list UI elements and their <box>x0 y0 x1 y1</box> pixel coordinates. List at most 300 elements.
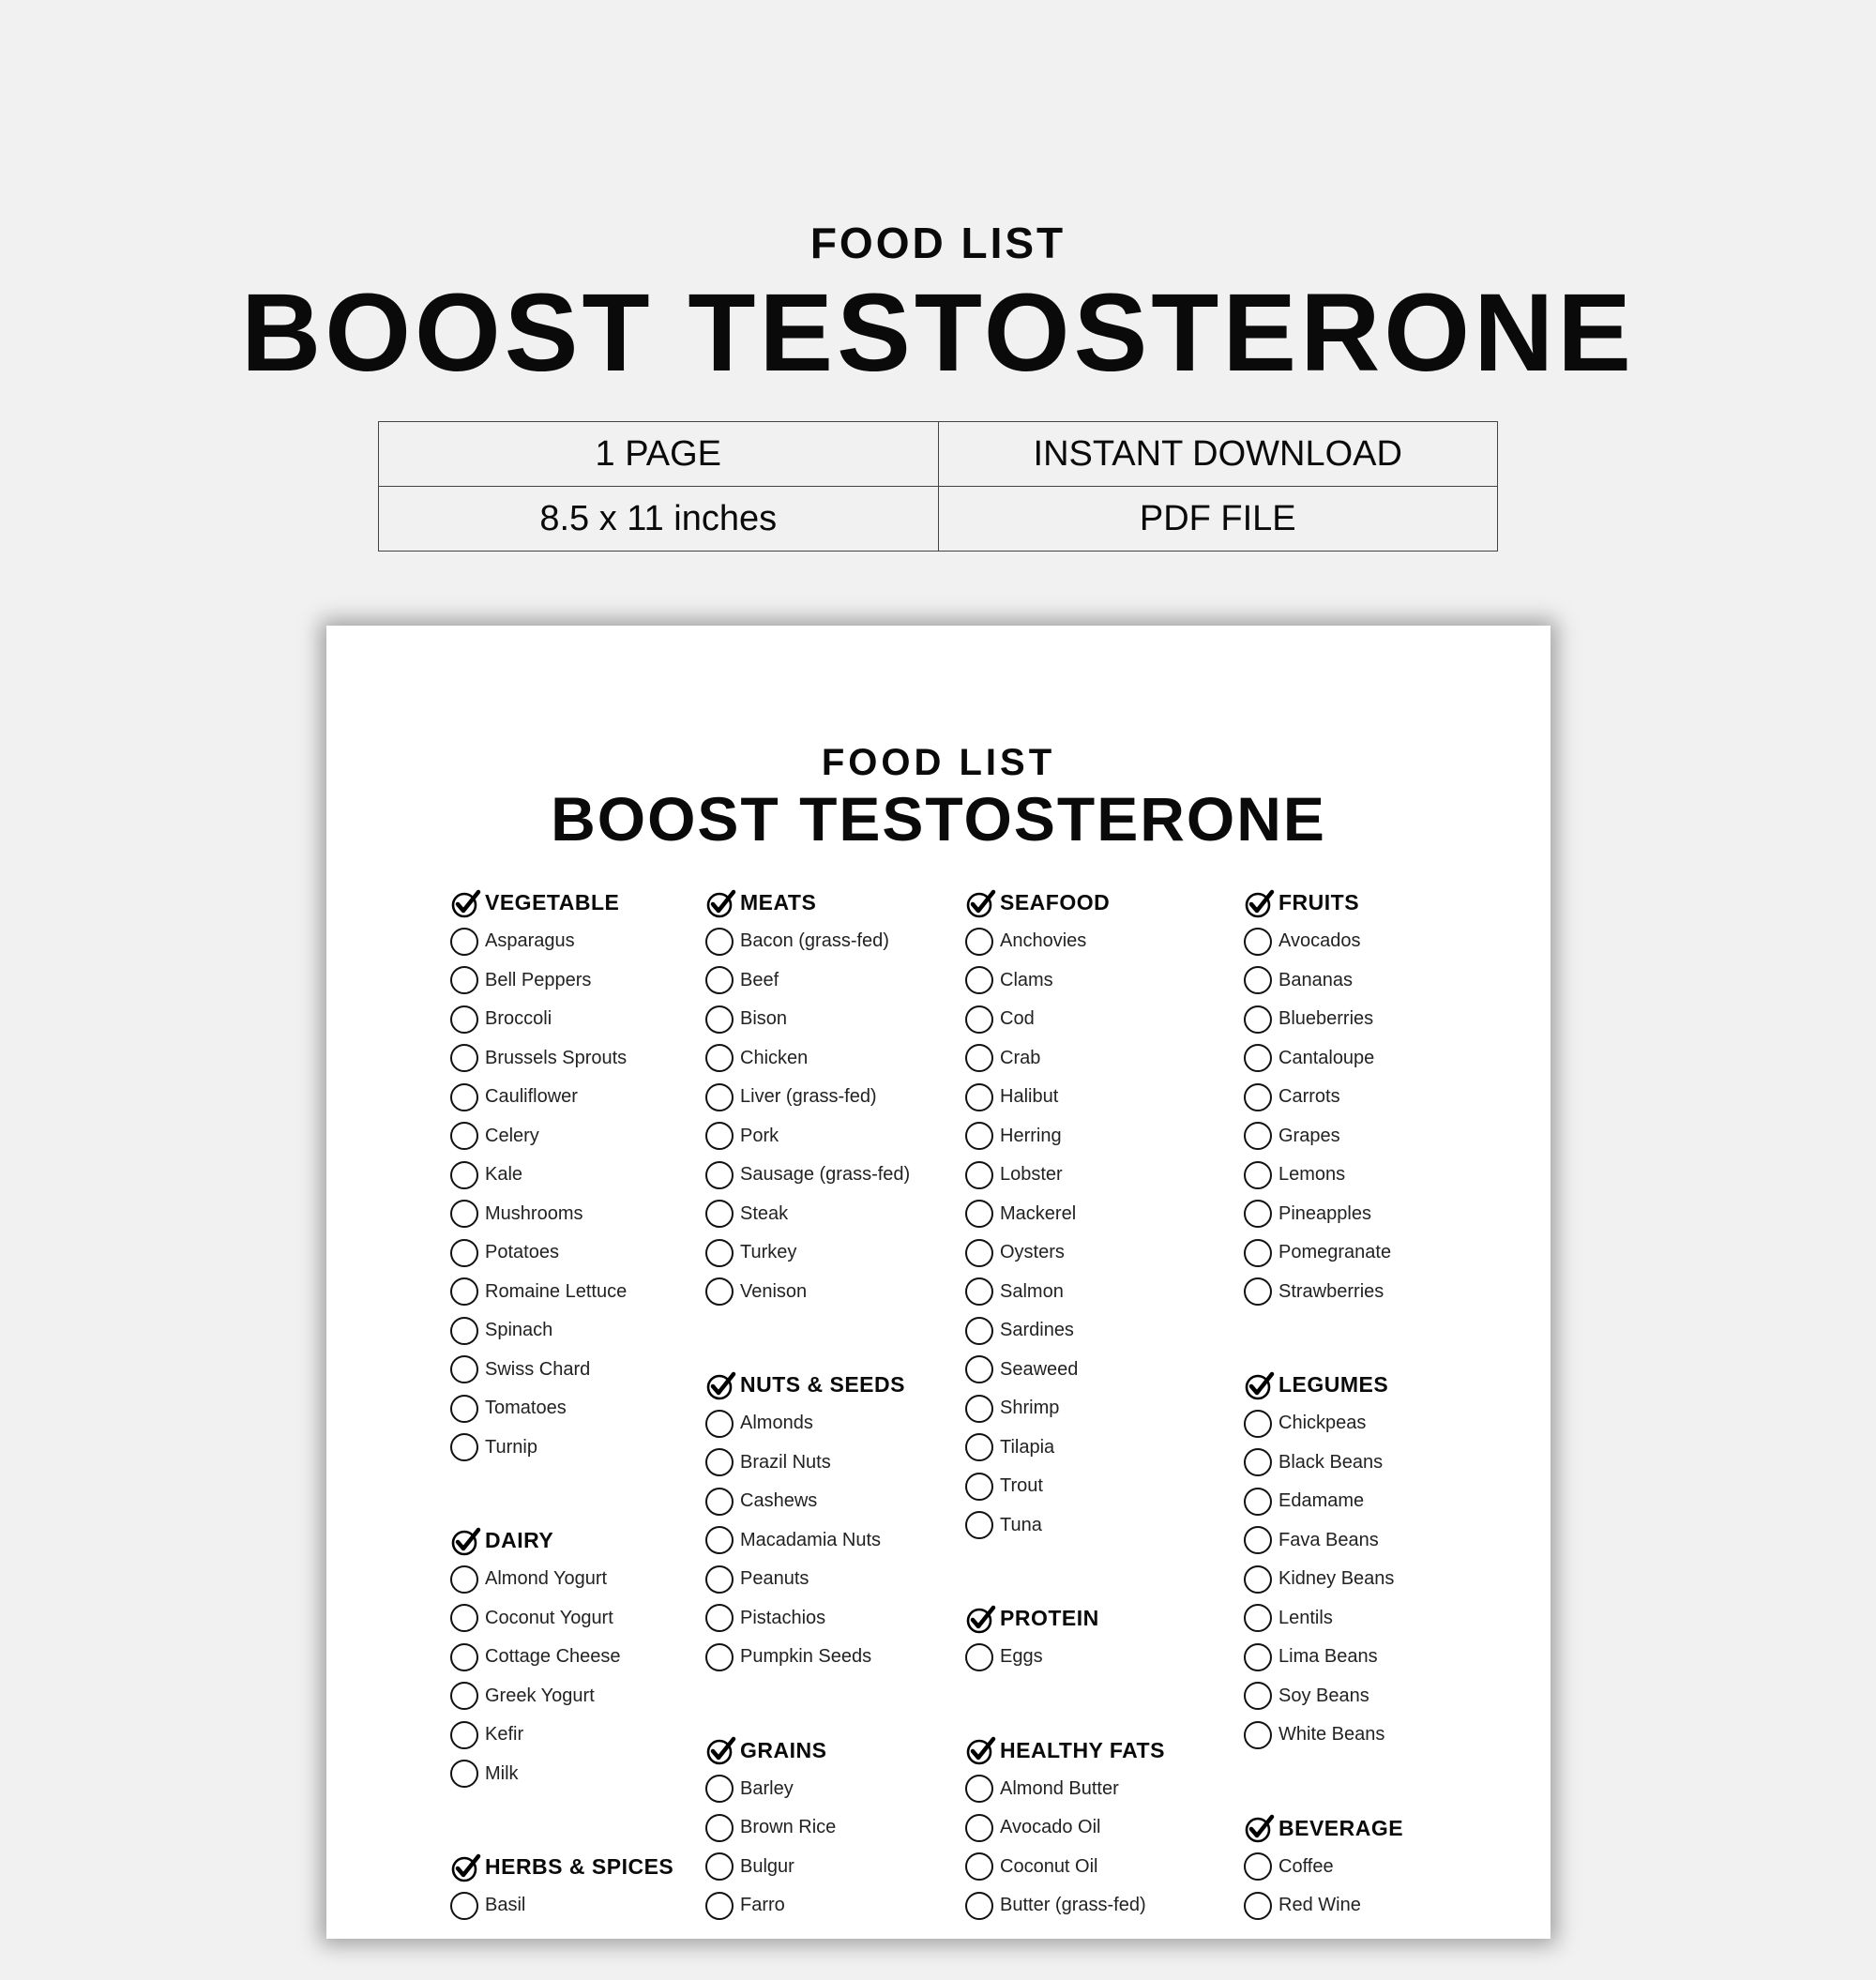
checkbox-circle[interactable] <box>705 1410 734 1438</box>
checkbox-circle[interactable] <box>1244 1488 1272 1516</box>
item-label: Pistachios <box>740 1607 826 1628</box>
checkbox-circle[interactable] <box>1244 1565 1272 1594</box>
list-item <box>705 1117 987 1156</box>
checkbox-circle[interactable] <box>965 1200 993 1228</box>
checkbox-circle[interactable] <box>705 1604 734 1632</box>
checkbox-circle[interactable] <box>705 1239 734 1267</box>
section-title: PROTEIN <box>1000 1606 1099 1630</box>
checkbox-circle[interactable] <box>705 1122 734 1150</box>
item-label: Sardines <box>1000 1320 1074 1341</box>
list-item <box>1244 1117 1525 1156</box>
list-item <box>965 1273 1247 1312</box>
checkbox-circle[interactable] <box>450 1355 478 1383</box>
checkbox-circle[interactable] <box>705 966 734 994</box>
item-label: Bell Peppers <box>485 969 592 990</box>
list-item <box>705 1521 987 1561</box>
list-item <box>450 1039 732 1079</box>
list-item <box>1244 1195 1525 1234</box>
checked-circle-icon <box>450 1525 482 1557</box>
list-item <box>450 1273 732 1312</box>
item-label: Sausage (grass-fed) <box>740 1164 911 1186</box>
checkbox-circle[interactable] <box>965 1892 993 1920</box>
item-label: Cashews <box>740 1490 818 1512</box>
section-heading <box>705 1731 987 1770</box>
checkbox-circle[interactable] <box>1244 1083 1272 1111</box>
list-item <box>450 1311 732 1351</box>
checkbox-circle[interactable] <box>450 966 478 994</box>
list-item <box>965 1389 1247 1428</box>
checked-circle-icon <box>705 887 737 919</box>
checked-circle-icon <box>1244 1369 1276 1401</box>
section-title: MEATS <box>740 890 817 914</box>
checkbox-circle[interactable] <box>1244 1410 1272 1438</box>
checkbox-circle[interactable] <box>705 1488 734 1516</box>
item-label: Chickpeas <box>1278 1413 1367 1434</box>
item-label: Anchovies <box>1000 930 1087 952</box>
list-item <box>1244 1560 1525 1599</box>
checked-circle-icon <box>450 887 482 919</box>
section-title: DAIRY <box>485 1528 554 1552</box>
checkbox-circle[interactable] <box>705 1814 734 1842</box>
item-label: Cauliflower <box>485 1086 578 1108</box>
checkbox-circle[interactable] <box>450 1317 478 1345</box>
header-title: BOOST TESTOSTERONE <box>241 271 1635 395</box>
list-item <box>450 1677 732 1716</box>
list-item <box>965 1770 1247 1809</box>
section-heading <box>705 884 987 922</box>
list-item <box>705 1000 987 1039</box>
info-table <box>378 421 1498 552</box>
checkbox-circle[interactable] <box>1244 1239 1272 1267</box>
list-item <box>705 1560 987 1599</box>
list-item <box>450 1599 732 1639</box>
item-label: Asparagus <box>485 930 575 952</box>
section-title: NUTS & SEEDS <box>740 1372 905 1397</box>
checkbox-circle[interactable] <box>450 1122 478 1150</box>
checkbox-circle[interactable] <box>1244 1122 1272 1150</box>
checkbox-circle[interactable] <box>965 1161 993 1189</box>
item-label: Grapes <box>1278 1125 1340 1146</box>
checkbox-circle[interactable] <box>965 928 993 956</box>
checkbox-circle[interactable] <box>450 1161 478 1189</box>
item-label: Beef <box>740 969 779 990</box>
checkbox-circle[interactable] <box>965 1511 993 1539</box>
food-column-1 <box>450 884 732 1980</box>
item-label: Blueberries <box>1278 1008 1374 1030</box>
list-item <box>1244 1886 1525 1926</box>
item-label: Almond Yogurt <box>485 1568 608 1590</box>
item-label: Brussels Sprouts <box>485 1047 628 1068</box>
checkbox-circle[interactable] <box>1244 1044 1272 1072</box>
list-item <box>450 1428 732 1468</box>
item-label: Lima Beans <box>1278 1646 1378 1668</box>
checkbox-circle[interactable] <box>965 1317 993 1345</box>
header-subtitle: FOOD LIST <box>809 219 1067 267</box>
list-item <box>965 1311 1247 1351</box>
list-item <box>1244 1599 1525 1639</box>
food-list-sheet <box>326 626 1551 1939</box>
list-item <box>1244 1273 1525 1312</box>
item-label: Carrots <box>1278 1086 1340 1108</box>
list-item <box>965 1039 1247 1079</box>
item-label: Bison <box>740 1008 788 1030</box>
checkbox-circle[interactable] <box>450 1200 478 1228</box>
section-heading <box>965 1731 1247 1770</box>
checkbox-circle[interactable] <box>965 1239 993 1267</box>
item-label: Turkey <box>740 1242 797 1263</box>
item-label: Steak <box>740 1202 789 1224</box>
food-column-3 <box>965 884 1247 1980</box>
list-item <box>965 1117 1247 1156</box>
checkbox-circle[interactable] <box>705 1448 734 1476</box>
checkbox-circle[interactable] <box>1244 966 1272 994</box>
checkbox-circle[interactable] <box>705 1161 734 1189</box>
checkbox-circle[interactable] <box>450 1044 478 1072</box>
item-label: Coffee <box>1278 1855 1334 1877</box>
checkbox-circle[interactable] <box>450 1239 478 1267</box>
checkbox-circle[interactable] <box>705 1565 734 1594</box>
item-label: Cottage Cheese <box>485 1646 621 1668</box>
item-label: Herring <box>1000 1125 1062 1146</box>
checkbox-circle[interactable] <box>1244 1277 1272 1306</box>
item-label: Avocado Oil <box>1000 1817 1101 1838</box>
item-label: Mackerel <box>1000 1202 1077 1224</box>
checkbox-circle[interactable] <box>450 928 478 956</box>
list-item <box>450 1755 732 1794</box>
item-label: Lentils <box>1278 1607 1333 1628</box>
checkbox-circle[interactable] <box>1244 1161 1272 1189</box>
checked-circle-icon <box>965 1603 997 1635</box>
list-item <box>450 1715 732 1755</box>
checkbox-circle[interactable] <box>965 1277 993 1306</box>
item-label: Almond Butter <box>1000 1777 1119 1799</box>
section-vegetable <box>450 884 732 1467</box>
list-item <box>965 1848 1247 1887</box>
sheet-title: BOOST TESTOSTERONE <box>551 784 1326 854</box>
list-item <box>705 922 987 961</box>
list-item <box>450 1000 732 1039</box>
list-item <box>1244 1000 1525 1039</box>
checkbox-circle[interactable] <box>965 1643 993 1671</box>
item-label: Trout <box>1000 1475 1043 1497</box>
item-label: Crab <box>1000 1047 1041 1068</box>
section-title: FRUITS <box>1278 890 1360 914</box>
list-item <box>705 1886 987 1926</box>
info-row <box>379 487 1498 552</box>
checkbox-circle[interactable] <box>965 1005 993 1034</box>
list-item <box>705 1273 987 1312</box>
checkbox-circle[interactable] <box>705 1044 734 1072</box>
list-item <box>705 961 987 1001</box>
list-item <box>1244 961 1525 1001</box>
list-item <box>1244 1078 1525 1117</box>
checkbox-circle[interactable] <box>965 1355 993 1383</box>
food-column-2 <box>705 884 987 1980</box>
checkbox-circle[interactable] <box>705 928 734 956</box>
item-label: Turnip <box>485 1436 537 1458</box>
item-label: Lemons <box>1278 1164 1346 1186</box>
section-heading <box>1244 1366 1525 1404</box>
item-label: Tuna <box>1000 1514 1042 1535</box>
list-item <box>705 1599 987 1639</box>
item-label: Soy Beans <box>1278 1685 1369 1706</box>
section-heading <box>450 1848 732 1886</box>
item-label: Tilapia <box>1000 1436 1055 1458</box>
checked-circle-icon <box>965 887 997 919</box>
list-item <box>450 1389 732 1428</box>
list-item <box>450 1638 732 1677</box>
item-label: Edamame <box>1278 1490 1365 1512</box>
section-title: HEALTHY FATS <box>1000 1737 1165 1762</box>
section-fruits <box>1244 884 1525 1311</box>
list-item <box>1244 1156 1525 1195</box>
list-item <box>965 961 1247 1001</box>
section-heading <box>1244 884 1525 922</box>
list-item <box>965 1000 1247 1039</box>
section-heading <box>450 1521 732 1560</box>
section-title: LEGUMES <box>1278 1372 1389 1397</box>
list-item <box>1244 1482 1525 1521</box>
list-item <box>965 1351 1247 1390</box>
checkbox-circle[interactable] <box>450 1005 478 1034</box>
checkbox-circle[interactable] <box>450 1277 478 1306</box>
item-label: Romaine Lettuce <box>485 1280 628 1302</box>
checkbox-circle[interactable] <box>1244 1892 1272 1920</box>
item-label: Coconut Yogurt <box>485 1607 613 1628</box>
list-item <box>1244 1677 1525 1716</box>
item-label: Kidney Beans <box>1278 1568 1395 1590</box>
item-label: Swiss Chard <box>485 1358 591 1380</box>
checkbox-circle[interactable] <box>450 1721 478 1749</box>
list-item <box>450 1886 732 1926</box>
checkbox-circle[interactable] <box>705 1643 734 1671</box>
checkbox-circle[interactable] <box>450 1643 478 1671</box>
item-label: Kale <box>485 1164 523 1186</box>
item-label: Clams <box>1000 969 1053 990</box>
item-label: Coconut Oil <box>1000 1855 1098 1877</box>
section-heading <box>1244 1809 1525 1848</box>
checkbox-circle[interactable] <box>965 1083 993 1111</box>
item-label: Cantaloupe <box>1278 1047 1375 1068</box>
list-item <box>965 1233 1247 1273</box>
item-label: Peanuts <box>740 1568 809 1590</box>
section-title: GRAINS <box>740 1737 827 1762</box>
section-beverage <box>1244 1809 1525 1926</box>
item-label: Cod <box>1000 1008 1035 1030</box>
list-item <box>965 1156 1247 1195</box>
item-label: Chicken <box>740 1047 809 1068</box>
list-item <box>1244 1039 1525 1079</box>
checked-circle-icon <box>705 1734 737 1766</box>
list-item <box>705 1848 987 1887</box>
checkbox-circle[interactable] <box>965 1395 993 1423</box>
checkbox-circle[interactable] <box>1244 1721 1272 1749</box>
list-item <box>705 1808 987 1848</box>
item-label: Liver (grass-fed) <box>740 1086 877 1108</box>
list-item <box>705 1233 987 1273</box>
checkbox-circle[interactable] <box>705 1277 734 1306</box>
checkbox-circle[interactable] <box>450 1604 478 1632</box>
section-heading <box>705 1366 987 1404</box>
list-item <box>705 1039 987 1079</box>
list-item <box>450 922 732 961</box>
list-item <box>450 961 732 1001</box>
sheet-subtitle: FOOD LIST <box>821 742 1056 783</box>
item-label: Basil <box>485 1895 526 1916</box>
section-title: BEVERAGE <box>1278 1815 1404 1840</box>
list-item <box>450 1560 732 1599</box>
item-label: Potatoes <box>485 1242 559 1263</box>
item-label: Pineapples <box>1278 1202 1371 1224</box>
list-item <box>1244 1715 1525 1755</box>
checkbox-circle[interactable] <box>1244 1604 1272 1632</box>
item-label: Fava Beans <box>1278 1529 1379 1550</box>
item-label: Red Wine <box>1278 1895 1361 1916</box>
item-label: Pomegranate <box>1278 1242 1392 1263</box>
item-label: Mushrooms <box>485 1202 583 1224</box>
section-protein <box>965 1599 1247 1677</box>
section-grains <box>705 1731 987 1926</box>
list-item <box>1244 1233 1525 1273</box>
checkbox-circle[interactable] <box>705 1892 734 1920</box>
checked-circle-icon <box>1244 1812 1276 1844</box>
list-item <box>450 1117 732 1156</box>
checkbox-circle[interactable] <box>965 1775 993 1803</box>
section-heading <box>965 1599 1247 1638</box>
item-label: Almonds <box>740 1413 813 1434</box>
list-item <box>965 1428 1247 1468</box>
list-item <box>705 1404 987 1443</box>
checkbox-circle[interactable] <box>705 1200 734 1228</box>
list-item <box>450 1078 732 1117</box>
checkbox-circle[interactable] <box>705 1005 734 1034</box>
list-item <box>1244 1404 1525 1443</box>
item-label: Brown Rice <box>740 1817 837 1838</box>
list-item <box>965 1506 1247 1546</box>
section-heading <box>965 884 1247 922</box>
section-herbs-and-spices <box>450 1848 732 1926</box>
list-item <box>965 1467 1247 1506</box>
checkbox-circle[interactable] <box>450 1395 478 1423</box>
item-label: Bulgur <box>740 1855 794 1877</box>
item-label: Halibut <box>1000 1086 1059 1108</box>
info-download: INSTANT DOWNLOAD <box>938 422 1498 487</box>
checkbox-circle[interactable] <box>705 1775 734 1803</box>
checkbox-circle[interactable] <box>705 1083 734 1111</box>
list-item <box>705 1770 987 1809</box>
list-item <box>1244 1848 1525 1887</box>
checkbox-circle[interactable] <box>705 1852 734 1881</box>
section-dairy <box>450 1521 732 1793</box>
checked-circle-icon <box>450 1852 482 1883</box>
item-label: Lobster <box>1000 1164 1063 1186</box>
section-title: VEGETABLE <box>485 890 620 914</box>
item-label: Pumpkin Seeds <box>740 1646 872 1668</box>
checkbox-circle[interactable] <box>965 1433 993 1461</box>
checkbox-circle[interactable] <box>1244 1200 1272 1228</box>
checkbox-circle[interactable] <box>965 1852 993 1881</box>
section-title: SEAFOOD <box>1000 890 1111 914</box>
item-label: Avocados <box>1278 930 1361 952</box>
checkbox-circle[interactable] <box>965 966 993 994</box>
info-format: PDF FILE <box>938 487 1498 552</box>
section-title: HERBS & SPICES <box>485 1854 674 1879</box>
item-label: Black Beans <box>1278 1451 1384 1473</box>
checkbox-circle[interactable] <box>1244 1852 1272 1881</box>
list-item <box>965 1078 1247 1117</box>
item-label: Butter (grass-fed) <box>1000 1895 1146 1916</box>
list-item <box>450 1195 732 1234</box>
list-item <box>450 1233 732 1273</box>
item-label: Strawberries <box>1278 1280 1384 1302</box>
section-healthy-fats <box>965 1731 1247 1926</box>
checkbox-circle[interactable] <box>450 1565 478 1594</box>
checked-circle-icon <box>965 1734 997 1766</box>
section-meats <box>705 884 987 1311</box>
info-pages: 1 PAGE <box>379 422 939 487</box>
item-label: Brazil Nuts <box>740 1451 831 1473</box>
checkbox-circle[interactable] <box>1244 1643 1272 1671</box>
checkbox-circle[interactable] <box>1244 1448 1272 1476</box>
list-item <box>1244 1443 1525 1483</box>
checked-circle-icon <box>1244 887 1276 919</box>
checkbox-circle[interactable] <box>1244 1526 1272 1554</box>
section-heading <box>450 884 732 922</box>
checkbox-circle[interactable] <box>965 1814 993 1842</box>
list-item <box>705 1443 987 1483</box>
item-label: Bacon (grass-fed) <box>740 930 889 952</box>
item-label: Pork <box>740 1125 779 1146</box>
item-label: Oysters <box>1000 1242 1065 1263</box>
checkbox-circle[interactable] <box>965 1044 993 1072</box>
checkbox-circle[interactable] <box>965 1122 993 1150</box>
list-item <box>965 1808 1247 1848</box>
checkbox-circle[interactable] <box>1244 928 1272 956</box>
section-seafood <box>965 884 1247 1545</box>
info-size: 8.5 x 11 inches <box>379 487 939 552</box>
item-label: Eggs <box>1000 1646 1043 1668</box>
list-item <box>965 1638 1247 1677</box>
checkbox-circle[interactable] <box>965 1473 993 1501</box>
checkbox-circle[interactable] <box>450 1892 478 1920</box>
list-item <box>1244 922 1525 961</box>
list-item <box>705 1156 987 1195</box>
item-label: Macadamia Nuts <box>740 1529 882 1550</box>
list-item <box>965 1886 1247 1926</box>
item-label: White Beans <box>1278 1724 1385 1746</box>
item-label: Broccoli <box>485 1008 552 1030</box>
checkbox-circle[interactable] <box>450 1682 478 1710</box>
list-item <box>965 1195 1247 1234</box>
list-item <box>705 1638 987 1677</box>
list-item <box>705 1195 987 1234</box>
list-item <box>450 1351 732 1390</box>
checkbox-circle[interactable] <box>1244 1682 1272 1710</box>
list-item <box>1244 1521 1525 1561</box>
list-item <box>705 1482 987 1521</box>
list-item <box>705 1078 987 1117</box>
checkbox-circle[interactable] <box>450 1083 478 1111</box>
item-label: Tomatoes <box>485 1398 567 1419</box>
checked-circle-icon <box>705 1369 737 1401</box>
list-item <box>450 1156 732 1195</box>
checkbox-circle[interactable] <box>450 1433 478 1461</box>
checkbox-circle[interactable] <box>450 1760 478 1788</box>
checkbox-circle[interactable] <box>705 1526 734 1554</box>
checkbox-circle[interactable] <box>1244 1005 1272 1034</box>
item-label: Bananas <box>1278 969 1353 990</box>
list-item <box>965 922 1247 961</box>
